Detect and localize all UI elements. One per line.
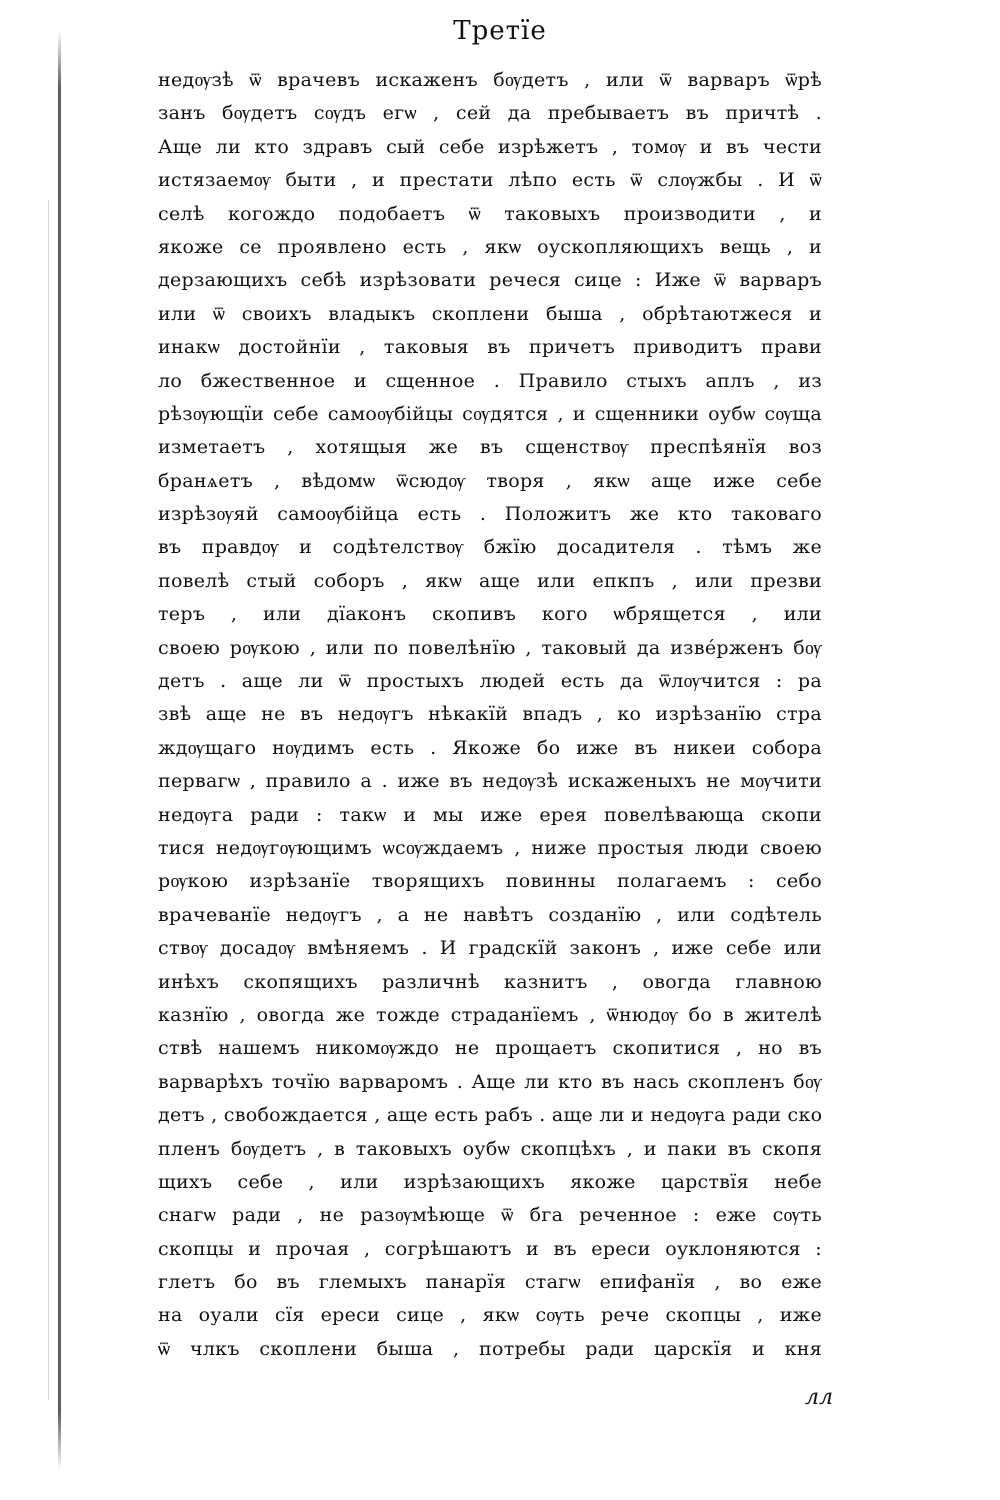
- text-line: или ѿ своихъ владыкъ скоплени быша , обрѣтаютжеся и: [158, 302, 822, 325]
- text-line: первагѡ , правило а . иже въ недѹзѣ искаженыхъ не мѹчити: [158, 770, 822, 793]
- running-head: Третїе: [453, 16, 547, 46]
- text-line: казнїю , овогда же тожде страданїемъ , ѿнюдѹ бо в жителѣ: [158, 1003, 822, 1026]
- text-line: селѣ когождо подобаетъ ѿ таковыхъ производити , и: [158, 202, 822, 225]
- signature-mark: лл: [805, 1385, 834, 1410]
- text-line: глетъ бо въ глемыхъ панарїя стагѡ епифанїя , во еже: [158, 1271, 822, 1294]
- text-line: ствѹ досадѹ вмѣняемъ . И градскїй законъ , иже себе или: [158, 937, 822, 960]
- text-line: щихъ себе , или изрѣзающихъ якоже царствїя небе: [158, 1170, 822, 1193]
- text-line: инакѡ достойнїи , таковыя въ причетъ приводитъ прави: [158, 336, 822, 359]
- text-line: дерзающихъ себѣ изрѣзовати речеся сице : Иже ѿ варваръ: [158, 269, 822, 292]
- text-line: тися недѹгѹющимъ ѡсѹждаемъ , ниже простыя люди своею: [158, 836, 822, 859]
- text-line: своею рѹкою , или по повелѣнїю , таковый да извéрженъ бѹ: [158, 636, 822, 659]
- text-line: истязаемѹ быти , и престати лѣпо есть ѿ слѹжбы . И ѿ: [158, 169, 822, 192]
- text-line: ѿ члкъ скоплени быша , потребы ради царскїя и кня: [158, 1337, 822, 1360]
- text-line: снагѡ ради , не разѹмѣюще ѿ бга реченное : еже сѹть: [158, 1204, 822, 1227]
- text-line: Аще ли кто здравъ сый себе изрѣжетъ , томѹ и въ чести: [158, 135, 822, 158]
- text-line: занъ бѹдетъ сѹдъ егѡ , сей да пребываетъ въ причтѣ .: [158, 102, 822, 125]
- page-left-edge-shadow: [58, 30, 61, 1470]
- text-line: на оуали сїя ереси сице , якѡ сѹть рече скопцы , иже: [158, 1304, 822, 1327]
- page-binding-line: [48, 200, 49, 1400]
- text-line: рѣзѹющїи себе самоѹбійцы сѹдятся , и сщенники оубѡ сѹща: [158, 402, 822, 425]
- text-line: рѹкою изрѣзанїе творящихъ повинны полагаемъ : себо: [158, 870, 822, 893]
- text-block: [158, 64, 822, 1366]
- text-line: ждѹщаго нѹдимъ есть . Якоже бо иже въ никеи собора: [158, 736, 822, 759]
- text-line: недѹзѣ ѿ врачевъ искаженъ бѹдетъ , или ѿ варваръ ѿрѣ: [158, 69, 822, 91]
- text-line: изрѣзѹяй самоѹбійца есть . Положитъ же кто таковаго: [158, 503, 822, 526]
- text-line: инѣхъ скопящихъ различнѣ казнитъ , овогда главною: [158, 970, 822, 993]
- text-line: скопцы и прочая , согрѣшаютъ и въ ереси оуклоняются :: [158, 1237, 822, 1260]
- text-line: теръ , или дїаконъ скопивъ кого ѡбрящется , или: [158, 603, 822, 626]
- text-line: якоже се проявлено есть , якѡ оускопляющихъ вещь , и: [158, 235, 822, 258]
- text-line: детъ . аще ли ѿ простыхъ людей есть да ѿлѹчится : ра: [158, 670, 822, 693]
- text-line: звѣ аще не въ недѹгъ нѣкакїй впадъ , ко изрѣзанїю стра: [158, 703, 822, 726]
- text-line: ло бжественное и сщенное . Правило стыхъ аплъ , из: [158, 369, 822, 392]
- text-line: врачеванїе недѹгъ , а не навѣтъ созданїю , или содѣтель: [158, 903, 822, 926]
- text-line: детъ , свобождается , аще есть рабъ . аще ли и недѹга ради ско: [158, 1104, 822, 1127]
- text-line: варварѣхъ точїю варваромъ . Аще ли кто въ нась скопленъ бѹ: [158, 1070, 822, 1093]
- text-line: въ правдѹ и содѣтелствѹ бжїю досадителя . тѣмъ же: [158, 536, 822, 559]
- text-line: ствѣ нашемъ никомѹждо не прощаетъ скопитися , но въ: [158, 1037, 822, 1060]
- text-line: пленъ бѹдетъ , в таковыхъ оубѡ скопцѣхъ , и паки въ скопя: [158, 1137, 822, 1160]
- text-line: бранѧетъ , вѣдомѡ ѿсюдѹ творя , якѡ аще иже себе: [158, 469, 822, 492]
- text-line: повелѣ стый соборъ , якѡ аще или епкпъ , или презви: [158, 569, 822, 592]
- text-line: недѹга ради : такѡ и мы иже ерея повелѣвающа скопи: [158, 803, 822, 826]
- text-line: изметаетъ , хотящыя же въ сщенствѹ преспѣянїя воз: [158, 436, 822, 459]
